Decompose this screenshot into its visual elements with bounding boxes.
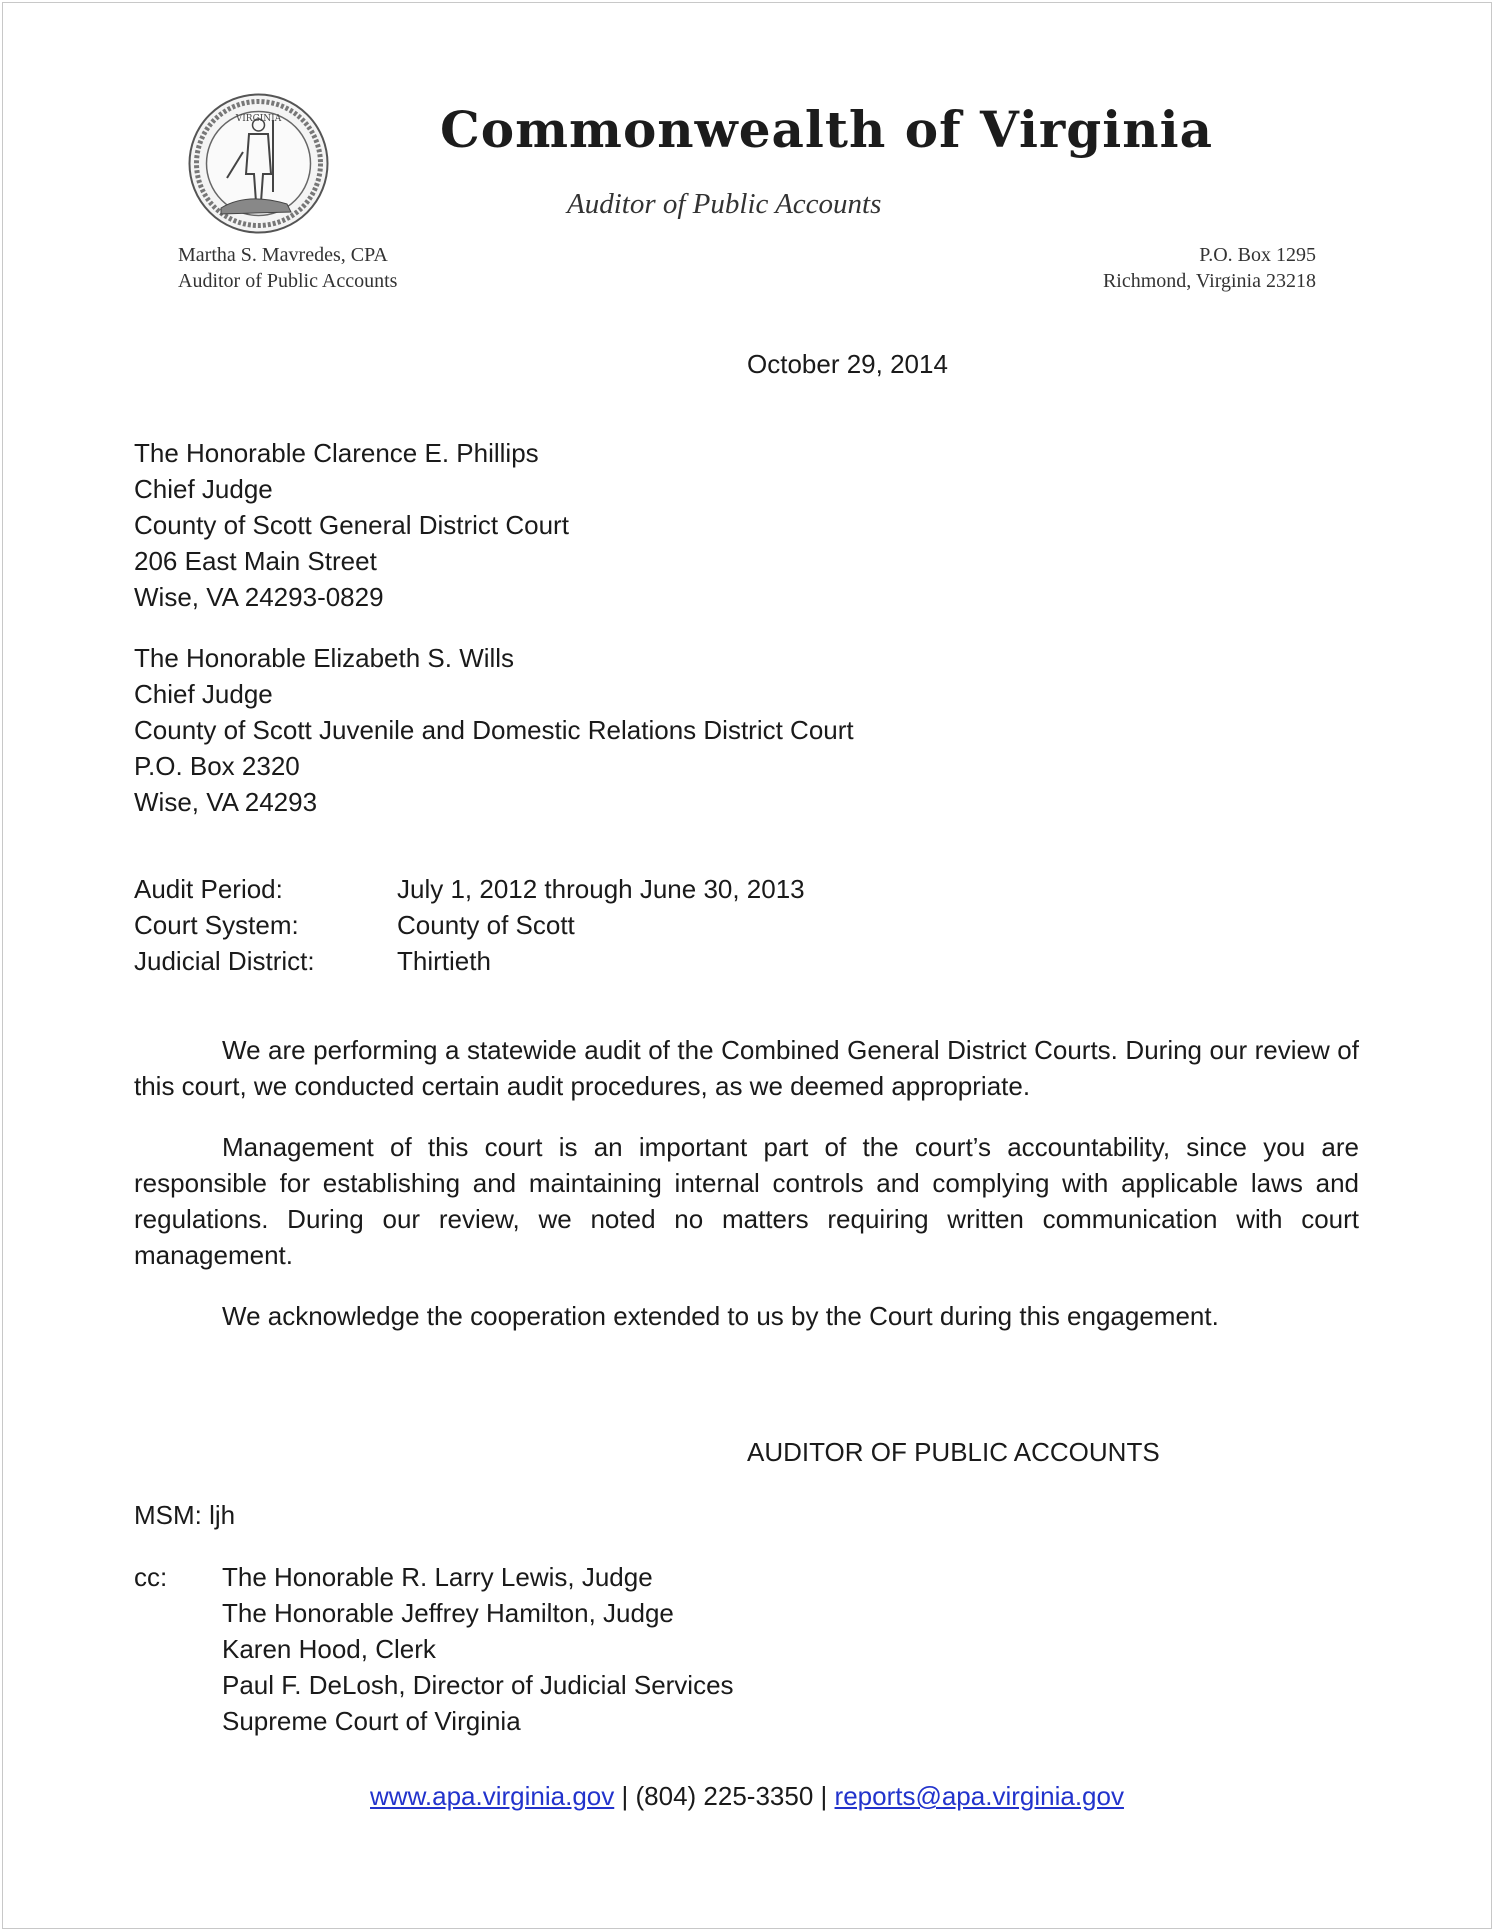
letter-date: October 29, 2014	[747, 349, 948, 379]
cc-recipient: Karen Hood, Clerk	[222, 1634, 436, 1664]
cc-list	[222, 1559, 734, 1739]
audit-info-label: Audit Period:	[134, 874, 283, 904]
body-paragraph: Management of this court is an important part of the court’s accountability, since you are responsible for establishing and maintaining internal controls and complying with applicable laws and regulations. During our review, we noted no matters requiring written communication with court management.	[134, 1132, 1359, 1270]
po-box: P.O. Box 1295	[1199, 244, 1316, 266]
addressee-line: Wise, VA 24293-0829	[134, 582, 384, 612]
addressee-line: The Honorable Clarence E. Phillips	[134, 438, 539, 468]
addressee-line: County of Scott General District Court	[134, 510, 569, 540]
office-address-block	[1103, 242, 1316, 294]
cc-recipient: Paul F. DeLosh, Director of Judicial Services	[222, 1670, 734, 1700]
addressee-line: 206 East Main Street	[134, 546, 377, 576]
auditor-role: Auditor of Public Accounts	[178, 270, 398, 292]
reference-initials: MSM: ljh	[134, 1500, 236, 1530]
letterhead-subtitle: Auditor of Public Accounts	[567, 188, 882, 220]
virginia-seal-icon	[187, 92, 330, 235]
addressee-line: Wise, VA 24293	[134, 787, 318, 817]
addressee-line: P.O. Box 2320	[134, 751, 300, 781]
addressee-block	[134, 640, 854, 820]
body-paragraph: We acknowledge the cooperation extended to us by the Court during this engagement.	[222, 1301, 1219, 1331]
addressee-line: County of Scott Juvenile and Domestic Relations District Court	[134, 715, 854, 745]
footer	[0, 1778, 1494, 1814]
audit-info-label: Court System:	[134, 910, 299, 940]
auditor-block	[178, 242, 397, 294]
footer-separator: |	[621, 1781, 629, 1811]
addressee-line: Chief Judge	[134, 679, 273, 709]
cc-recipient: The Honorable R. Larry Lewis, Judge	[222, 1562, 653, 1592]
signature-line: AUDITOR OF PUBLIC ACCOUNTS	[747, 1437, 1160, 1467]
audit-info-label: Judicial District:	[134, 946, 315, 976]
auditor-name: Martha S. Mavredes, CPA	[178, 244, 388, 266]
addressee-line: Chief Judge	[134, 474, 273, 504]
email-link[interactable]: reports@apa.virginia.gov	[834, 1781, 1124, 1811]
letterhead-title: Commonwealth of Virginia	[440, 100, 1213, 159]
audit-info-value: July 1, 2012 through June 30, 2013	[397, 874, 805, 904]
body-paragraph: We are performing a statewide audit of the Combined General District Courts. During our review of this court, we conducted certain audit procedures, as we deemed appropriate.	[134, 1035, 1359, 1101]
cc-label: cc:	[134, 1562, 168, 1592]
seal-lettering: VIRGINIA	[235, 114, 282, 124]
audit-info-value: County of Scott	[397, 910, 575, 940]
footer-separator: |	[820, 1781, 828, 1811]
audit-info-value: Thirtieth	[397, 946, 491, 976]
addressee-block	[134, 435, 569, 615]
city-state-zip: Richmond, Virginia 23218	[1102, 270, 1316, 292]
cc-recipient: The Honorable Jeffrey Hamilton, Judge	[222, 1598, 674, 1628]
addressee-line: The Honorable Elizabeth S. Wills	[134, 643, 515, 673]
footer-phone: (804) 225-3350	[635, 1781, 814, 1811]
website-link[interactable]: www.apa.virginia.gov	[370, 1781, 615, 1811]
cc-recipient: Supreme Court of Virginia	[222, 1706, 521, 1736]
